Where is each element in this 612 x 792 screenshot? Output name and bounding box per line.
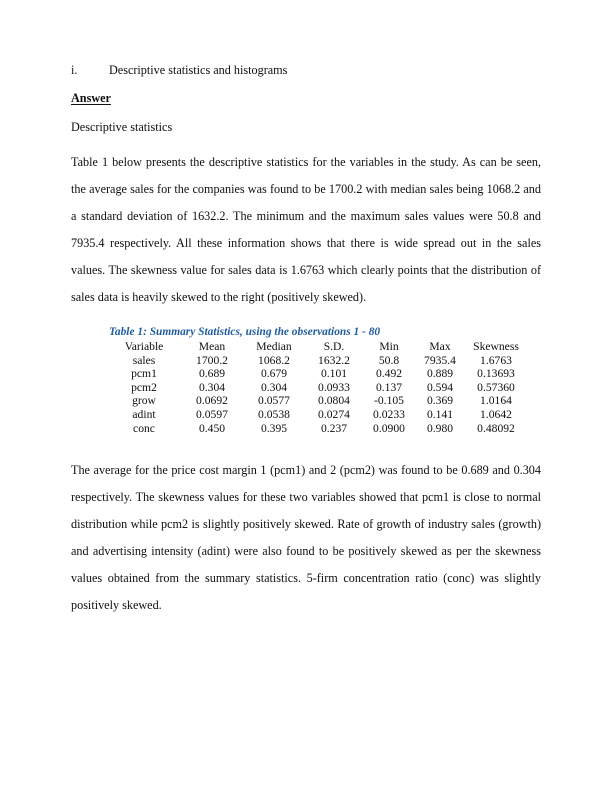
cell-sd: 0.237 xyxy=(320,421,348,435)
paragraph-pcm-summary: The average for the price cost margin 1 (pcm1) and 2 (pcm2) was found to be 0.689 and 0.304 respectively. The skewness values for these two variables showed that pcm1 is close to normal distribution while pcm2 is slightly positively skewed. Rate of growth of industry sales (growth) and advertising intensity (adint) were also found to be positively skewed as per the skewness values obtained from the summary statistics. 5-firm concentration ratio (conc) was slightly positively skewed. xyxy=(71,463,541,613)
column-header-skewness: Skewness xyxy=(473,340,519,353)
summary-statistics-table xyxy=(107,340,527,435)
cell-mean: 1700.2 xyxy=(196,353,228,367)
section-subheading: Descriptive statistics xyxy=(71,120,173,134)
cell-sd: 1632.2 xyxy=(318,353,350,367)
table-row xyxy=(107,394,527,408)
cell-variable: pcm1 xyxy=(131,367,157,381)
cell-variable: adint xyxy=(132,407,156,421)
answer-heading xyxy=(71,90,541,106)
column-header-sd: S.D. xyxy=(323,340,345,353)
cell-skewness: 1.0164 xyxy=(480,394,512,408)
cell-mean: 0.304 xyxy=(198,380,226,394)
cell-min: 0.0233 xyxy=(373,407,405,421)
list-item-descriptive-statistics xyxy=(71,62,541,78)
cell-median: 0.304 xyxy=(260,380,288,394)
table-header-row xyxy=(107,340,527,354)
table-row xyxy=(107,354,527,368)
cell-median: 0.679 xyxy=(260,367,288,381)
cell-sd: 0.0274 xyxy=(318,407,350,421)
table-row xyxy=(107,367,527,381)
column-header-mean: Mean xyxy=(198,340,226,353)
cell-max: 0.980 xyxy=(426,421,454,435)
table-row xyxy=(107,381,527,395)
cell-skewness: 1.0642 xyxy=(480,407,512,421)
cell-max: 0.594 xyxy=(426,380,454,394)
table-caption: Table 1: Summary Statistics, using the observations 1 - 80 xyxy=(109,326,381,338)
column-header-variable: Variable xyxy=(124,340,164,353)
list-item-marker: i. xyxy=(71,63,78,77)
answer-heading-text: Answer xyxy=(71,91,111,105)
cell-variable: sales xyxy=(132,353,156,367)
cell-mean: 0.450 xyxy=(198,421,226,435)
cell-skewness: 0.13693 xyxy=(477,367,515,381)
cell-max: 7935.4 xyxy=(424,353,456,367)
cell-skewness: 0.57360 xyxy=(477,380,515,394)
cell-min: 0.0900 xyxy=(373,421,405,435)
cell-min: -0.105 xyxy=(374,394,404,408)
cell-mean: 0.0692 xyxy=(196,394,228,408)
column-header-min: Min xyxy=(379,340,399,353)
cell-sd: 0.101 xyxy=(320,367,348,381)
cell-variable: conc xyxy=(133,421,155,435)
column-header-max: Max xyxy=(429,340,451,353)
cell-min: 0.137 xyxy=(375,380,403,394)
table-row xyxy=(107,408,527,422)
paragraph-sales-summary: Table 1 below presents the descriptive statistics for the variables in the study. As can be seen, the average sales for the companies was found to be 1700.2 with median sales being 1068.2 and a standard deviation of 1632.2. The minimum and the maximum sales values were 50.8 and 7935.4 respectively. All these information shows that there is wide spread out in the sales values. The skewness value for sales data is 1.6763 which clearly points that the distribution of sales data is heavily skewed to the right (positively skewed). xyxy=(71,155,541,304)
cell-sd: 0.0804 xyxy=(318,394,350,408)
cell-sd: 0.0933 xyxy=(318,380,350,394)
cell-variable: grow xyxy=(132,394,156,408)
summary-statistics-table-block xyxy=(107,325,527,435)
cell-min: 50.8 xyxy=(378,353,400,367)
cell-mean: 0.0597 xyxy=(196,407,228,421)
cell-median: 1068.2 xyxy=(258,353,290,367)
cell-max: 0.889 xyxy=(426,367,454,381)
cell-max: 0.369 xyxy=(426,394,454,408)
column-header-median: Median xyxy=(256,340,292,353)
cell-skewness: 0.48092 xyxy=(477,421,515,435)
cell-variable: pcm2 xyxy=(131,380,157,394)
cell-mean: 0.689 xyxy=(198,367,226,381)
list-item-label: Descriptive statistics and histograms xyxy=(109,63,288,77)
table-row xyxy=(107,422,527,436)
cell-max: 0.141 xyxy=(426,407,454,421)
cell-median: 0.395 xyxy=(260,421,288,435)
cell-median: 0.0538 xyxy=(258,407,290,421)
cell-skewness: 1.6763 xyxy=(480,353,512,367)
cell-median: 0.0577 xyxy=(258,394,290,408)
cell-min: 0.492 xyxy=(375,367,403,381)
